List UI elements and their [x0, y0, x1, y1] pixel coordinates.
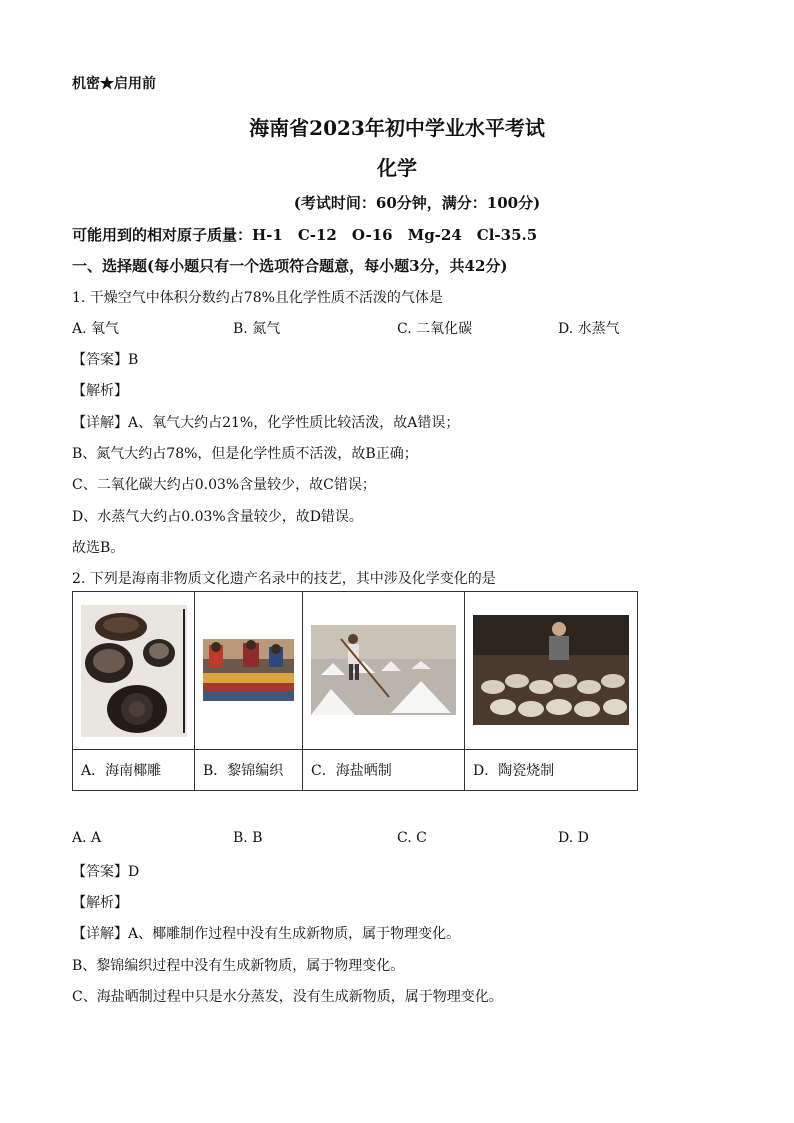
q1-detail-line: 故选B。: [72, 540, 125, 556]
q2-answer: 【答案】D: [72, 864, 140, 880]
q2-caption-b: B．黎锦编织: [195, 750, 303, 791]
atomic-masses: 可能用到的相对原子质量：H-1 C-12 O-16 Mg-24 Cl-35.5: [72, 226, 538, 244]
q1-analysis-label: 【解析】: [72, 383, 128, 399]
q1-detail-line: C、二氧化碳大约占0.03%含量较少，故C错误；: [72, 477, 376, 493]
q1-answer: 【答案】B: [72, 352, 139, 368]
q2-caption-d: D．陶瓷烧制: [465, 750, 638, 791]
q2-option-a: A. A: [72, 830, 102, 846]
pottery-firing-icon: [473, 615, 629, 725]
q2-option-b: B. B: [233, 830, 263, 846]
q2-detail-line: C、海盐晒制过程中只是水分蒸发，没有生成新物质，属于物理变化。: [72, 989, 503, 1005]
q1-option-d: D. 水蒸气: [558, 321, 620, 337]
q1-detail-line: B、氮气大约占78%，但是化学性质不活泼，故B正确；: [72, 446, 418, 462]
q2-image-cell-c: [303, 592, 465, 750]
q2-detail-line: B、黎锦编织过程中没有生成新物质，属于物理变化。: [72, 958, 405, 974]
q2-option-c: C. C: [397, 830, 427, 846]
q2-caption-a: A．海南椰雕: [73, 750, 195, 791]
exam-info: (考试时间：60分钟，满分：100分): [293, 194, 541, 212]
q1-detail-line: D、水蒸气大约占0.03%含量较少，故D错误。: [72, 509, 363, 525]
sea-salt-drying-icon: [311, 625, 456, 715]
li-brocade-weaving-icon: [203, 639, 294, 701]
coconut-carving-icon: [81, 605, 187, 737]
q2-stem: 2. 下列是海南非物质文化遗产名录中的技艺，其中涉及化学变化的是: [72, 571, 496, 587]
q1-option-a: A. 氧气: [72, 321, 120, 337]
q2-image-table: [72, 591, 638, 791]
q1-detail-line: 【详解】A、氧气大约占21%，化学性质比较活泼，故A错误；: [72, 415, 460, 431]
q2-caption-c: C．海盐晒制: [303, 750, 465, 791]
q2-image-cell-d: [465, 592, 638, 750]
q2-image-cell-b: [195, 592, 303, 750]
q1-stem: 1. 干燥空气中体积分数约占78%且化学性质不活泼的气体是: [72, 290, 443, 306]
q1-option-b: B. 氮气: [233, 321, 281, 337]
exam-title: 海南省2023年初中学业水平考试: [249, 116, 545, 140]
q1-option-c: C. 二氧化碳: [397, 321, 473, 337]
subject-title: 化学: [377, 156, 417, 180]
q2-option-d: D. D: [558, 830, 589, 846]
section-heading: 一、选择题(每小题只有一个选项符合题意，每小题3分，共42分): [72, 257, 508, 275]
q2-image-cell-a: [73, 592, 195, 750]
q2-analysis-label: 【解析】: [72, 895, 128, 911]
q2-detail-line: 【详解】A、椰雕制作过程中没有生成新物质，属于物理变化。: [72, 926, 461, 942]
confidential-label: 机密★启用前: [72, 76, 156, 92]
